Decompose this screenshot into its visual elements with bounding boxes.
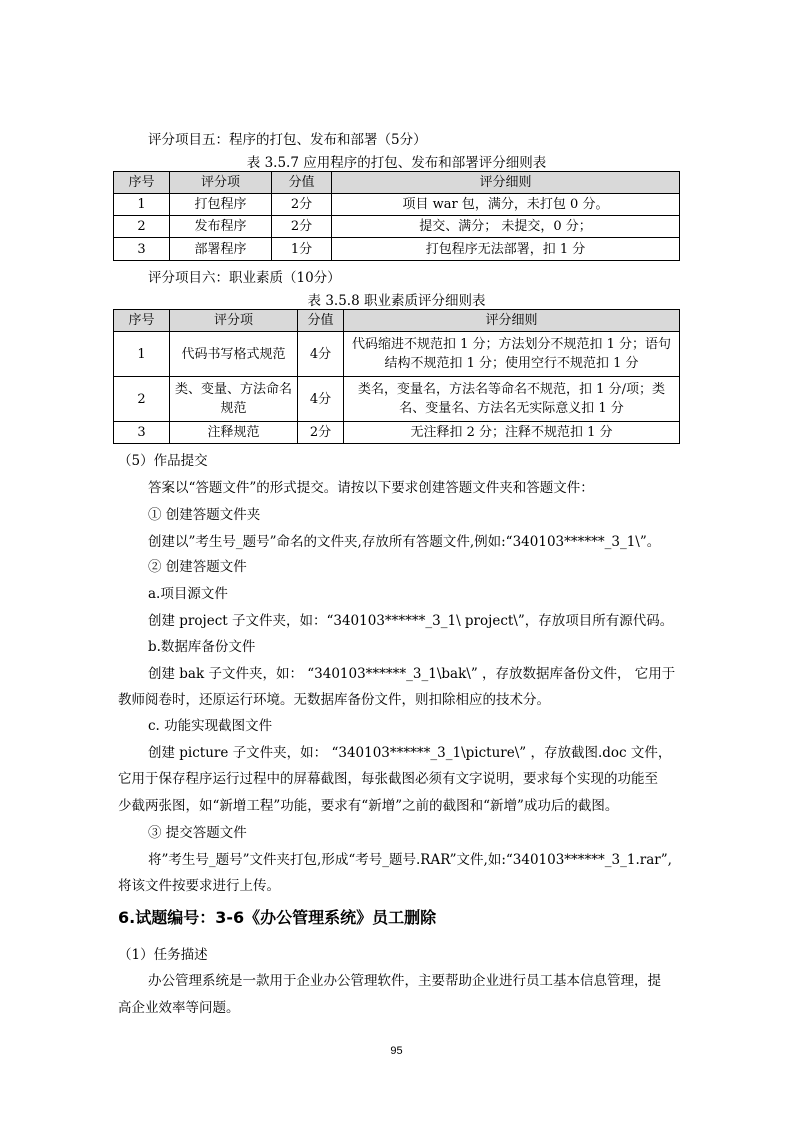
table-3-5-7-caption: 表 3.5.7 应用程序的打包、发布和部署评分细则表 — [246, 155, 547, 171]
cell-detail: 打包程序无法部署，扣 1 分 — [332, 238, 680, 261]
cell-no: 3 — [114, 422, 170, 444]
header-score: 分值 — [272, 172, 332, 194]
b-title: b.数据库备份文件 — [148, 639, 256, 655]
cell-item: 部署程序 — [170, 238, 272, 261]
header-item: 评分项 — [170, 310, 298, 332]
cell-item: 打包程序 — [170, 194, 272, 216]
table-row — [114, 422, 680, 444]
cell-detail: 无注释扣 2 分；注释不规范扣 1 分 — [344, 422, 680, 444]
table-row — [114, 332, 680, 377]
step3-text-line2: 将该文件按要求进行上传。 — [118, 878, 280, 894]
cell-no: 1 — [114, 194, 170, 216]
header-no: 序号 — [114, 172, 170, 194]
c-text-line2: 它用于保存程序运行过程中的屏幕截图，每张截图必须有文字说明，要求每个实现的功能至 — [118, 771, 658, 787]
cell-detail: 代码缩进不规范扣 1 分；方法划分不规范扣 1 分；语句结构不规范扣 1 分；使用空行不规范扣 1 分 — [344, 332, 680, 377]
header-detail: 评分细则 — [332, 172, 680, 194]
header-no: 序号 — [114, 310, 170, 332]
cell-score: 4分 — [298, 332, 344, 377]
table-header-row — [114, 310, 680, 332]
cell-score: 1分 — [272, 238, 332, 261]
cell-no: 2 — [114, 216, 170, 238]
step2-title: ② 创建答题文件 — [148, 559, 247, 575]
step3-text-line1: 将”考生号_题号”文件夹打包,形成“考号_题号.RAR”文件,如:“340103******_3_1.rar”, — [148, 852, 672, 868]
table-header-row — [114, 172, 680, 194]
step1-title: ① 创建答题文件夹 — [148, 507, 261, 523]
table-row — [114, 238, 680, 261]
cell-item: 发布程序 — [170, 216, 272, 238]
a-title: a.项目源文件 — [148, 586, 228, 602]
cell-item: 注释规范 — [170, 422, 298, 444]
task-heading: （1）任务描述 — [118, 947, 208, 963]
a-text: 创建 project 子文件夹，如：“340103******_3_1\ project\”，存放项目所有源代码。 — [148, 613, 674, 629]
task-text-line1: 办公管理系统是一款用于企业办公管理软件，主要帮助企业进行员工基本信息管理，提 — [148, 973, 661, 989]
header-score: 分值 — [298, 310, 344, 332]
table-row — [114, 194, 680, 216]
cell-score: 2分 — [298, 422, 344, 444]
cell-no: 1 — [114, 332, 170, 377]
cell-score: 2分 — [272, 194, 332, 216]
table-3-5-8-caption: 表 3.5.8 职业素质评分细则表 — [307, 293, 486, 309]
table-row — [114, 377, 680, 422]
cell-no: 2 — [114, 377, 170, 422]
cell-detail: 类名，变量名，方法名等命名不规范，扣 1 分/项；类名、变量名、方法名无实际意义扣 1 分 — [344, 377, 680, 422]
task-text-line2: 高企业效率等问题。 — [118, 1000, 240, 1016]
header-detail: 评分细则 — [344, 310, 680, 332]
cell-item: 类、变量、方法命名规范 — [170, 377, 298, 422]
c-text-line1: 创建 picture 子文件夹，如： “340103******_3_1\picture\” ，存放截图.doc 文件， — [148, 745, 672, 761]
c-title: c. 功能实现截图文件 — [148, 718, 273, 734]
cell-detail: 项目 war 包，满分，未打包 0 分。 — [332, 194, 680, 216]
step3-title: ③ 提交答题文件 — [148, 825, 247, 841]
table-row — [114, 216, 680, 238]
cell-detail: 提交、满分； 未提交，0 分； — [332, 216, 680, 238]
section5-title: 评分项目五：程序的打包、发布和部署（5分） — [148, 132, 427, 148]
b-text-line2: 教师阅卷时，还原运行环境。无数据库备份文件，则扣除相应的技术分。 — [118, 692, 550, 708]
header-item: 评分项 — [170, 172, 272, 194]
section6-title: 评分项目六：职业素质（10分） — [148, 270, 341, 286]
table-3-5-8 — [113, 309, 680, 444]
cell-item: 代码书写格式规范 — [170, 332, 298, 377]
b-text-line1: 创建 bak 子文件夹，如： “340103******_3_1\bak\” ，存放数据库备份文件， 它用于 — [148, 666, 676, 682]
submit-heading: （5）作品提交 — [118, 453, 208, 469]
cell-no: 3 — [114, 238, 170, 261]
submit-intro: 答案以“答题文件”的形式提交。请按以下要求创建答题文件夹和答题文件： — [148, 480, 594, 496]
question6-title: 6.试题编号：3-6《办公管理系统》员工删除 — [118, 908, 437, 927]
c-text-line3: 少截两张图，如“新增工程”功能，要求有“新增”之前的截图和“新增”成功后的截图。 — [118, 798, 619, 814]
cell-score: 4分 — [298, 377, 344, 422]
step1-text: 创建以”考生号_题号”命名的文件夹,存放所有答题文件,例如:“340103******_3_1\”。 — [148, 534, 661, 550]
page-number: 95 — [390, 1045, 403, 1057]
table-3-5-7 — [113, 171, 680, 261]
cell-score: 2分 — [272, 216, 332, 238]
